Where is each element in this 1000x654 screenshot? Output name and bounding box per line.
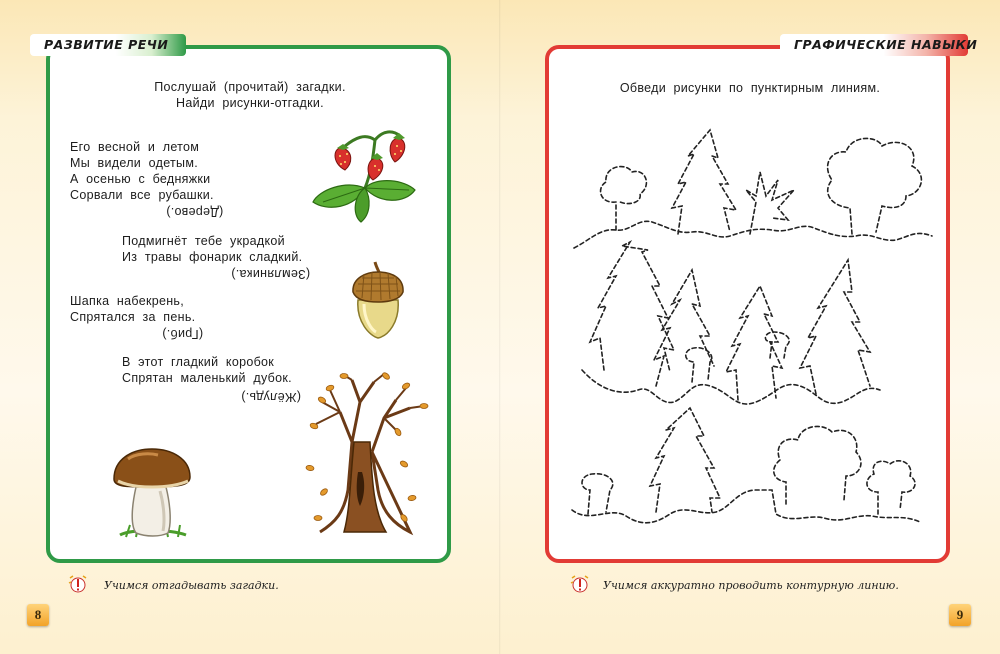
riddle-strawberry-answer: (Земляника.): [231, 267, 311, 281]
riddle-mushroom-answer: (Гриб.): [162, 327, 204, 341]
riddle-tree-answer: (Дерево.): [166, 205, 224, 219]
right-footer-note: Учимся аккуратно проводить контурную линию.: [603, 579, 899, 592]
exclamation-badge-icon: [570, 574, 590, 594]
riddle-acorn-text: В этот гладкий коробок Спрятан маленький дубок.: [122, 355, 292, 385]
riddle-tree-text: Его весной и летом Мы видели одетым. А осенью с бедняжки Сорвали все рубашки.: [70, 140, 214, 202]
instruction-line-2: Найди рисунки-отгадки.: [176, 96, 324, 110]
mushroom-illustration: [110, 445, 195, 540]
tracing-instruction: Обведи рисунки по пунктирным линиям.: [619, 81, 881, 95]
dotted-tracing-worksheet: [560, 110, 940, 550]
riddle-mushroom-text: Шапка набекрень, Спрятался за пень.: [70, 294, 196, 324]
fir-tree-2-outline: [654, 270, 714, 386]
left-footer-note: Учимся отгадывать загадки.: [104, 579, 279, 592]
fir-tree-4-outline: [800, 260, 870, 394]
trace-row-3-line: [572, 490, 920, 523]
small-tree-outline: [601, 167, 647, 230]
section-tab-speech-development: РАЗВИТИЕ РЕЧИ: [30, 34, 186, 56]
strawberry-illustration: [305, 118, 420, 223]
trace-row-2-line: [582, 370, 880, 404]
riddle-strawberry-text: Подмигнёт тебе украдкой Из травы фонарик сладкий.: [122, 234, 303, 264]
page-number-left: 8: [27, 604, 49, 626]
acorn-illustration: [348, 260, 408, 340]
young-tree-outline: [746, 172, 794, 234]
tall-fir-outline: [590, 242, 674, 372]
round-tree-outline: [774, 426, 861, 504]
instruction-line-1: Послушай (прочитай) загадки.: [154, 80, 346, 94]
riddle-acorn-answer: (Жёлудь.): [241, 390, 301, 404]
section-tab-graphic-skills: ГРАФИЧЕСКИЕ НАВЫКИ: [780, 34, 968, 56]
autumn-tree-illustration: [300, 372, 428, 540]
small-mushroom-2-outline: [765, 332, 789, 358]
fir-tree-5-outline: [650, 408, 720, 512]
fir-tree-1-outline: [672, 130, 736, 234]
fir-tree-3-outline: [726, 286, 782, 400]
exclamation-badge-icon: [68, 574, 88, 594]
little-tree-outline: [867, 461, 915, 514]
bushy-tree-outline: [828, 138, 922, 234]
page-number-right: 9: [949, 604, 971, 626]
mushroom-row-3-outline: [582, 474, 613, 514]
spread-divider: [499, 0, 501, 654]
